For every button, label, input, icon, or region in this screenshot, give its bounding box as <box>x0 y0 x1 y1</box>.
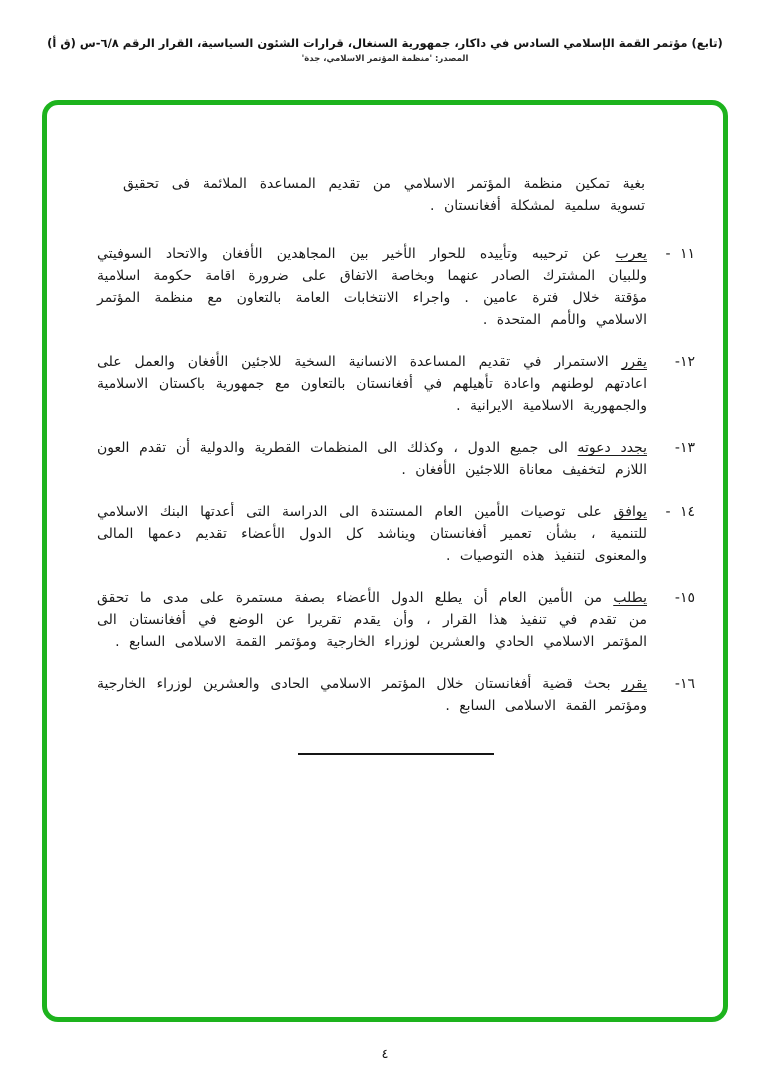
resolution-item-15 <box>97 587 695 653</box>
item-lead-word: يطلب <box>613 590 647 606</box>
resolution-item-13 <box>97 437 695 481</box>
resolution-item-16 <box>97 673 695 717</box>
document-frame <box>42 100 728 1022</box>
resolution-item-11 <box>97 243 695 331</box>
item-lead-word: يعرب <box>615 246 647 262</box>
intro-paragraph: بغية تمكين منظمة المؤتمر الاسلامي من تقديم المساعدة الملائمة فى تحقيق تسوية سلمية لمشكلة أفغانستان . <box>123 176 645 214</box>
item-number: ١٤ - <box>665 504 695 520</box>
document-body <box>97 173 695 755</box>
item-rest-text: بحث قضية أفغانستان خلال المؤتمر الاسلامي الحادى والعشرين لوزراء الخارجية ومؤتمر القمة الاسلامى السابع . <box>97 676 647 714</box>
header-source: المصدر: 'منظمة المؤتمر الاسلامي، جدة' <box>301 54 469 64</box>
item-lead-word: يوافق <box>613 504 647 520</box>
item-text <box>97 501 647 567</box>
item-lead-word: يجدد دعوته <box>577 440 647 456</box>
resolution-item-14 <box>97 501 695 567</box>
item-text <box>97 587 647 653</box>
resolution-item-12 <box>97 351 695 417</box>
page-number: ٤ <box>381 1047 389 1062</box>
item-lead-word: يقرر <box>621 676 647 692</box>
header-citation: (تابع) مؤتمر القمة الإسلامي السادس في داكار، جمهورية السنغال، قرارات الشئون السياسية، القرار الرقم ٦/٨-س (ق أ) <box>47 36 723 50</box>
item-lead-word: يقرر <box>621 354 647 370</box>
item-rest-text: عن ترحيبه وتأييده للحوار الأخير بين المجاهدين الأفغان والاتحاد السوفيتي وللبيان المشترك الصادر عنهما وبخاصة الاتفاق على ضرورة اقامة حكومة اسلامية مؤقتة خلال فترة عامين . واجراء الانتخابات العامة بالتعاون مع منظمة المؤتمر الاسلامي والأمم المتحدة . <box>97 246 647 328</box>
item-text <box>97 351 647 417</box>
item-rest-text: من الأمين العام أن يطلع الدول الأعضاء بصفة مستمرة على مدى ما تحقق من تقدم في تنفيذ هذا القرار ، وأن يقدم تقريرا عن الوضع في أفغانستان الى المؤتمر الاسلامي الحادي والعشرين لوزراء الخارجية ومؤتمر القمة الاسلامى السابع . <box>97 590 647 650</box>
item-text <box>97 673 647 717</box>
item-number: ١٣- <box>674 440 695 456</box>
item-number: ١٢- <box>674 354 695 370</box>
item-number: ١٦- <box>674 676 695 692</box>
end-divider-line <box>298 753 494 755</box>
item-text <box>97 437 647 481</box>
page-header <box>30 36 740 64</box>
item-number: ١١ - <box>665 246 695 262</box>
item-text <box>97 243 647 331</box>
item-rest-text: الاستمرار في تقديم المساعدة الانسانية السخية للاجئين الأفغان والعمل على اعادتهم لوطنهم واعادة تأهيلهم في أفغانستان بالتعاون مع جمهورية باكستان الاسلامية والجمهورية الاسلامية الايرانية . <box>97 354 647 414</box>
item-rest-text: الى جميع الدول ، وكذلك الى المنظمات القطرية والدولية أن تقدم العون اللازم لتخفيف معاناة اللاجئين الأفغان . <box>97 440 647 478</box>
item-rest-text: على توصيات الأمين العام المستندة الى الدراسة التى أعدتها البنك الاسلامي للتنمية ، بشأن تعمير أفغانستان ويناشد كل الدول الأعضاء تقديم دعمها المالى والمعنوى لتنفيذ هذه التوصيات . <box>97 504 647 564</box>
item-number: ١٥- <box>674 590 695 606</box>
